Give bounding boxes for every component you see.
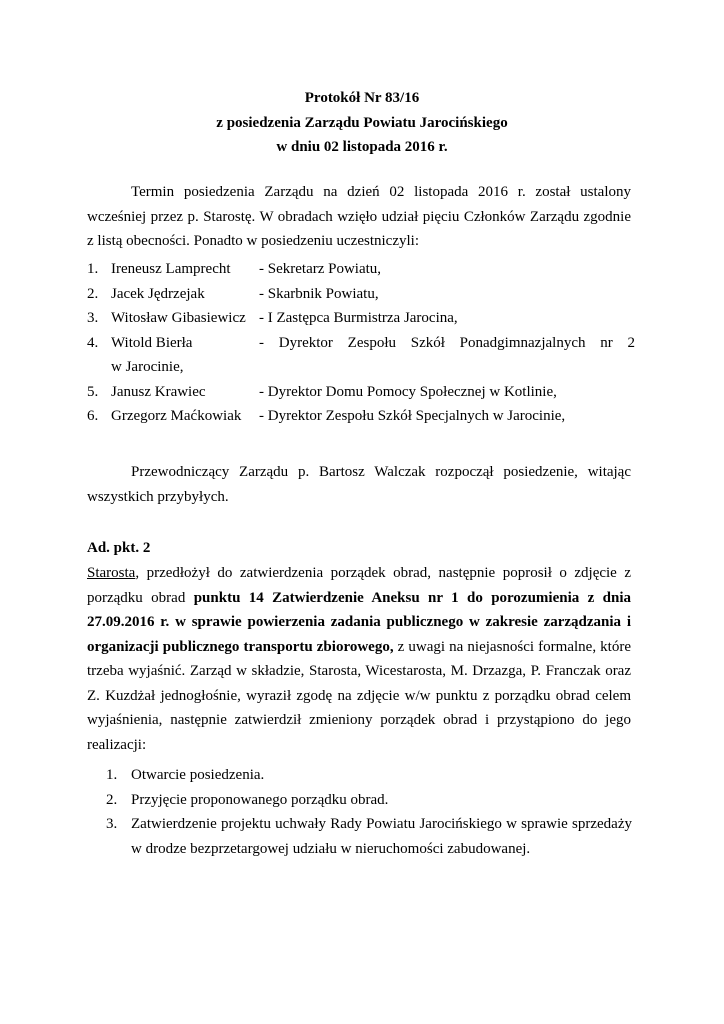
participant-name: Ireneusz Lamprecht <box>111 261 231 277</box>
participant-row <box>87 404 635 429</box>
participant-role: - I Zastępca Burmistrza Jarocina, <box>259 310 458 326</box>
participant-role: - Dyrektor Zespołu Szkół Ponadgimnazjalnych nr 2 <box>259 334 635 351</box>
participant-row <box>87 282 635 307</box>
participant-row <box>87 331 635 356</box>
participant-number: 2. <box>87 285 99 302</box>
agenda-list <box>106 763 632 861</box>
agenda-number: 2. <box>106 791 118 808</box>
participant-row <box>87 380 635 405</box>
participant-role: - Skarbnik Powiatu, <box>259 285 379 302</box>
ad-pkt-2-bold-text: punktu 14 Zatwierdzenie Aneksu nr 1 do porozumienia z dnia 27.09.2016 r. w sprawie powierzenia zadania publicznego w zakresie zarządzania i organizacji publicznego transportu zbiorowego, <box>87 589 632 655</box>
participant-role: - Dyrektor Zespołu Szkół Specjalnych w Jarocinie, <box>259 408 566 424</box>
participant-name: Witold Bierła <box>111 334 193 351</box>
participants-list <box>87 257 635 429</box>
title-block <box>0 86 724 160</box>
starosta-underlined: Starosta <box>87 565 136 581</box>
participant-name: Witosław Gibasiewicz <box>111 310 246 326</box>
participant-role: - Sekretarz Powiatu, <box>259 261 382 277</box>
protocol-subtitle: z posiedzenia Zarządu Powiatu Jarocińskiego <box>216 114 508 131</box>
ad-pkt-2-text-2: z uwagi na niejasności formalne, które trzeba wyjaśnić. Zarząd w składzie, Starosta, Wicestarosta, M. Drzazga, P. Franczak oraz Z. Kuzdżał jednogłośnie, wyraził zgodę na zdjęcie w/w punktu z porządku obrad celem wyjaśnienia, następnie zatwierdził zmieniony porządek obrad i przystąpiono do jego realizacji: <box>87 638 631 753</box>
participant-name: Grzegorz Maćkowiak <box>111 408 242 424</box>
participant-number: 6. <box>87 408 99 424</box>
participant-row <box>87 306 635 331</box>
ad-pkt-2-body <box>87 561 631 757</box>
agenda-text: Zatwierdzenie projektu uchwały Rady Powiatu Jarocińskiego w sprawie sprzedaży w drodze bezprzetargowej udziału w nieruchomości zabudowanej. <box>131 816 632 857</box>
participant-role-continuation: w Jarocinie, <box>111 359 184 375</box>
agenda-item <box>106 788 632 813</box>
agenda-text: Otwarcie posiedzenia. <box>131 767 265 783</box>
participant-row <box>87 257 635 282</box>
agenda-text: Przyjęcie proponowanego porządku obrad. <box>131 791 389 808</box>
participant-role: - Dyrektor Domu Pomocy Społecznej w Kotlinie, <box>259 383 557 400</box>
participant-name: Jacek Jędrzejak <box>111 285 205 302</box>
protocol-title: Protokół Nr 83/16 <box>304 90 420 106</box>
participant-number: 5. <box>87 383 99 400</box>
participant-name: Janusz Krawiec <box>111 383 206 400</box>
agenda-item <box>106 763 632 788</box>
agenda-number: 1. <box>106 767 118 783</box>
participant-number: 3. <box>87 310 99 326</box>
intro-paragraph: Termin posiedzenia Zarządu na dzień 02 listopada 2016 r. został ustalony wcześniej przez p. Starostę. W obradach wzięło udział pięciu Członków Zarządu zgodnie z listą obecności. Ponadto w posiedzeniu uczestniczyli: <box>87 184 631 249</box>
ad-pkt-2-text-1: , przedłożył do zatwierdzenia porządek obrad, następnie poprosił o zdjęcie z porządku obrad <box>87 565 631 606</box>
agenda-item <box>106 812 632 861</box>
agenda-number: 3. <box>106 816 118 832</box>
participant-number: 1. <box>87 261 99 277</box>
chairman-paragraph: Przewodniczący Zarządu p. Bartosz Walczak rozpoczął posiedzenie, witając wszystkich przybyłych. <box>87 464 631 505</box>
participant-number: 4. <box>87 334 99 351</box>
ad-pkt-2-heading: Ad. pkt. 2 <box>87 540 151 556</box>
protocol-date: w dniu 02 listopada 2016 r. <box>276 139 448 155</box>
